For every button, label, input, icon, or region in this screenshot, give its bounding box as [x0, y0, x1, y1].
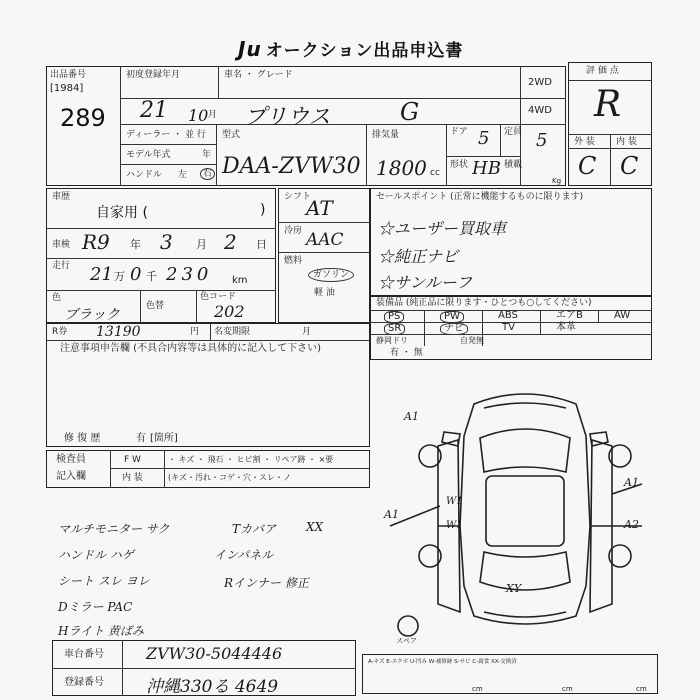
equip-airbag: エアB — [556, 310, 583, 321]
mileage-man-unit: 万 — [114, 270, 125, 283]
color-code-value: 202 — [214, 302, 245, 321]
displacement-unit: cc — [430, 168, 440, 178]
mileage-unit: km — [232, 275, 248, 286]
inspection-y: 年 — [130, 238, 141, 251]
remark-xx: XX — [306, 520, 324, 534]
load-unit: Kg — [552, 177, 562, 185]
diagram-spare: スペア — [396, 637, 417, 645]
remark-left-2: ハンドル ハゲ — [58, 548, 134, 562]
doors-label: ドア — [450, 127, 468, 137]
remark-right-3: Rインナー 修正 — [224, 576, 309, 590]
inspection-label: 車検 — [52, 240, 71, 250]
mileage-man: 21 — [90, 264, 113, 285]
model-label: 型式 — [222, 130, 241, 140]
load-label: 積載 — [504, 160, 523, 170]
diagram-mark-a1-right: A1 — [624, 476, 639, 489]
plate-value: 沖縄330る 4649 — [146, 677, 279, 697]
car-damage-diagram — [380, 376, 670, 646]
doors-value: 5 — [478, 128, 490, 149]
color-change-label: 色替 — [146, 301, 165, 311]
recycle-unit: 円 — [190, 327, 200, 337]
diagram-mark-a2: A2 — [624, 518, 639, 531]
int-label: 内 装 — [616, 137, 637, 147]
mileage-sen: 0 — [130, 264, 142, 285]
legend-cm-1: cm — [472, 685, 483, 693]
equip-row3-label: 静岡ドリ — [376, 336, 408, 345]
drive-2wd: 2WD — [528, 77, 552, 88]
fuel-diesel: 軽 油 — [314, 288, 335, 298]
handle-label: ハンドル — [126, 170, 163, 180]
equip-pw: PW — [440, 311, 464, 323]
chassis-label: 車台番号 — [64, 649, 104, 660]
mileage-sen-unit: 千 — [146, 270, 157, 283]
model-year-label: モデル年式 — [126, 150, 171, 160]
equip-ps: PS — [384, 311, 404, 323]
repair-yes: 有 — [136, 433, 146, 444]
remark-left-1: マルチモニター サク — [58, 522, 170, 536]
first-reg-label: 初度登録年月 — [126, 70, 181, 80]
remark-left-5: Hライト 黄ばみ — [58, 624, 144, 638]
diagram-mark-a1-left: A1 — [384, 508, 399, 521]
usage-label: 車歴 — [52, 192, 71, 202]
equip-tv: TV — [502, 322, 515, 333]
equip-sr: SR — [384, 323, 405, 335]
ext-score: C — [578, 152, 597, 180]
car-grade-label: 車名 ・ グレード — [224, 70, 293, 80]
diagram-mark-w1-a: W1 — [446, 496, 463, 507]
shape-value: HB — [472, 158, 501, 179]
dealer-label: ディーラー ・ 並 行 — [126, 130, 206, 140]
name-change-label: 名変期限 — [214, 327, 251, 337]
equip-row3b: 自発無 — [460, 336, 484, 345]
recycle-value: 13190 — [96, 324, 141, 340]
lot-sub: [1984] — [50, 83, 84, 94]
title-text: オークション出品申込書 — [265, 41, 464, 61]
inspector-int-items: (キズ・汚れ・コゲ・穴・スレ・ノ — [168, 473, 291, 482]
remark-right-2: インパネル — [214, 548, 274, 562]
shift-value: AT — [306, 196, 333, 220]
diagram-mark-xy: XY — [506, 582, 522, 595]
remark-left-4: Dミラー PAC — [58, 600, 133, 614]
sales-point-1: ☆ユーザー買取車 — [378, 219, 507, 238]
model-value: DAA-ZVW30 — [222, 154, 361, 179]
car-grade: G — [400, 98, 420, 126]
handle-left: 左 — [178, 170, 188, 180]
model-year-unit: 年 — [202, 150, 212, 160]
car-name: プリウス — [244, 105, 331, 130]
color-value: ブラック — [64, 307, 120, 323]
usage-value: 自家用 ( — [96, 205, 148, 221]
capacity-label: 定員 — [504, 127, 523, 137]
equip-abs: ABS — [498, 310, 518, 321]
usage-close: ) — [260, 202, 266, 218]
fuel-gasoline: ガソリン — [308, 268, 354, 282]
shift-label: シフト — [284, 192, 312, 202]
inspection-du: 日 — [256, 238, 267, 251]
name-change-month: 月 — [302, 327, 312, 337]
legend-cm-3: cm — [636, 685, 647, 693]
chassis-value: ZVW30-5044446 — [146, 644, 283, 663]
first-reg-month: 10 — [188, 106, 209, 125]
ac-label: 冷房 — [284, 226, 303, 236]
plate-label: 登録番号 — [64, 677, 104, 688]
equipment-label: 装備品 (純正品に限ります・ひとつも○してください) — [376, 298, 592, 308]
mileage-rest: 230 — [166, 264, 213, 285]
notes-label: 注意事項申告欄 (不具合内容等は具体的に記入して下さい) — [60, 343, 321, 354]
ac-value: AAC — [306, 230, 344, 250]
lot-label: 出品番号 — [50, 70, 87, 80]
inspector-fw-items: ・ キズ ・ 飛石 ・ ヒビ割 ・ リペア跡 ・ ×要 — [168, 455, 334, 464]
inspection-value: R9 — [82, 230, 110, 254]
shape-label: 形状 — [450, 160, 469, 170]
notes-box — [46, 323, 370, 447]
first-reg-year: 21 — [140, 98, 168, 123]
sales-point-3: ☆サンルーフ — [378, 273, 473, 292]
inspection-m: 3 — [160, 230, 173, 254]
displacement-value: 1800 — [376, 156, 427, 180]
diagram-mark-a1-top: A1 — [404, 410, 419, 423]
remark-left-3: シート スレ ヨレ — [58, 574, 150, 588]
sales-label: セールスポイント (正常に機能するものに限ります) — [376, 192, 584, 202]
ju-logo: Ju — [238, 37, 262, 61]
equip-row3-have: 有 ・ 無 — [390, 348, 423, 358]
inspection-d: 2 — [224, 230, 237, 254]
ext-label: 外 装 — [574, 137, 595, 147]
inspector-interior: 内 装 — [122, 473, 143, 483]
displacement-label: 排気量 — [372, 130, 400, 140]
sales-point-2: ☆純正ナビ — [378, 247, 459, 266]
repair-label: 修 復 歴 — [64, 433, 101, 444]
rating-label: 評 価 点 — [586, 66, 619, 76]
first-reg-month-unit: 月 — [208, 110, 218, 120]
mileage-label: 走行 — [52, 261, 71, 271]
legend-cm-2: cm — [562, 685, 573, 693]
lot-number: 289 — [60, 104, 106, 132]
inspection-mu: 月 — [196, 238, 207, 251]
legend-text: A-キズ E-エクボ U-凹み W-補修跡 S-サビ C-腐食 XX-交換済 — [368, 659, 517, 665]
equip-aw: AW — [614, 310, 631, 321]
int-score: C — [620, 152, 639, 180]
color-label: 色 — [52, 293, 62, 303]
rating-score: R — [594, 84, 622, 125]
inspector-label: 検査員 — [56, 454, 86, 465]
equip-leather: 本革 — [556, 322, 576, 333]
repair-place: [箇所] — [150, 433, 178, 444]
equip-navi: ナビ — [440, 323, 468, 335]
inspector-entry: 記入欄 — [56, 471, 86, 482]
recycle-label: R券 — [52, 327, 68, 337]
capacity-value: 5 — [536, 130, 548, 151]
inspector-fw: F W — [124, 455, 141, 465]
sheet-title — [238, 36, 463, 61]
color-code-label: 色コード — [200, 292, 237, 302]
handle-right: 右 — [200, 168, 215, 180]
drive-4wd: 4WD — [528, 105, 552, 116]
fuel-label: 燃料 — [284, 256, 303, 266]
diagram-mark-w1-b: W1 — [446, 520, 463, 531]
remark-right-1: Tカバア — [232, 522, 277, 536]
